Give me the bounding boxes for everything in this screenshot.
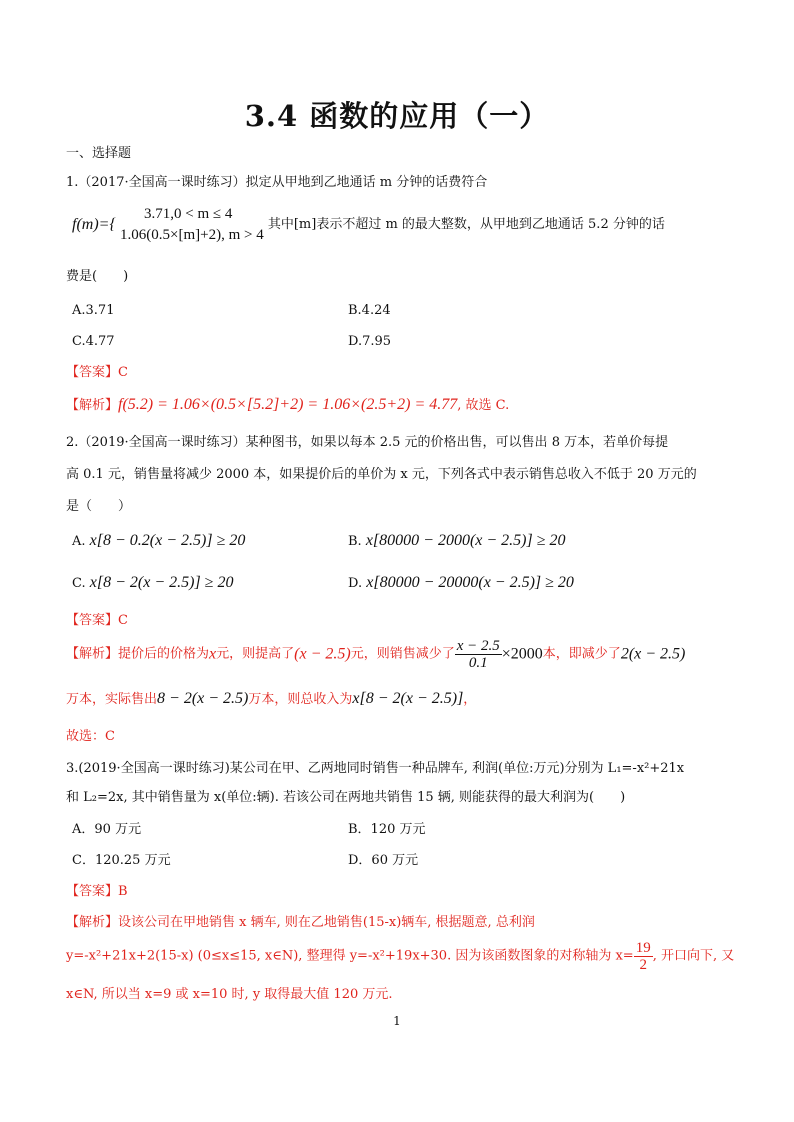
q1-answer-line xyxy=(66,364,128,382)
q2-analysis-text: ， xyxy=(463,692,477,707)
q2-analysis-fraction xyxy=(455,638,502,671)
q2-option-a-expr: x[8 − 0.2(x − 2.5)] ≥ 20 xyxy=(89,532,246,549)
analysis-label: 【解析】 xyxy=(66,398,119,413)
q1-function-lhs: f(m)={ xyxy=(72,216,116,233)
q2-analysis-text: 万本，则总收入为 xyxy=(248,692,353,707)
fraction-denominator: 0.1 xyxy=(468,655,488,671)
q2-analysis-text: 万本，实际售出 xyxy=(66,692,158,707)
page-title: 3.4 函数的应用（一） xyxy=(244,99,550,133)
q2-analysis-math: (x − 2.5) xyxy=(294,645,351,663)
q3-option-a: A．90 万元 xyxy=(72,822,142,837)
q1-option-d: D.7.95 xyxy=(348,334,392,349)
q3-analysis-text: , 开口向下, 又 xyxy=(652,948,735,964)
q3-analysis-line2 xyxy=(66,940,734,980)
q2-analysis-line3: 故选：C xyxy=(66,729,115,744)
q2-analysis-line2 xyxy=(66,690,476,709)
q2-analysis-line1 xyxy=(66,638,685,680)
q1-analysis-math: f(5.2) = 1.06×(0.5×[5.2]+2) = 1.06×(2.5+2) = 4.77 xyxy=(118,396,458,413)
q1-stem-end: 费是( ) xyxy=(66,269,129,284)
fraction-denominator: 2 xyxy=(639,957,647,973)
q3-analysis-line3: x∈N, 所以当 x=9 或 x=10 时, y 取得最大值 120 万元. xyxy=(66,987,393,1002)
q1-piecewise-line xyxy=(72,204,665,250)
q3-analysis-text: 设该公司在甲地销售 x 辆车, 则在乙地销售(15-x)辆车, 根据题意, 总利润 xyxy=(118,915,535,930)
page-number: 1 xyxy=(393,1014,401,1028)
q2-analysis-math: ×2000 xyxy=(501,645,543,663)
q2-option-a-label: A. xyxy=(72,534,86,549)
q1-analysis-line xyxy=(66,396,509,415)
q2-option-c-label: C. xyxy=(72,576,86,591)
q2-stem-line2: 高 0.1 元，销售量将减少 2000 本，如果提价后的单价为 x 元，下列各式中表示销售总收入不低于 20 万元的 xyxy=(66,467,697,482)
q2-option-c-expr: x[8 − 2(x − 2.5)] ≥ 20 xyxy=(89,574,234,591)
q1-stem-mid: 其中[m]表示不超过 m 的最大整数，从甲地到乙地通话 5.2 分钟的话 xyxy=(267,217,665,232)
q2-option-d xyxy=(348,574,574,593)
q2-analysis-math: 2(x − 2.5) xyxy=(620,645,686,663)
q2-option-b xyxy=(348,532,566,551)
q2-analysis-text: 元，则销售减少了 xyxy=(350,646,455,662)
q1-stem-line1: 1.（2017·全国高一课时练习）拟定从甲地到乙地通话 m 分钟的话费符合 xyxy=(66,175,488,190)
q3-option-d: D．60 万元 xyxy=(348,853,419,868)
q2-stem-line3: 是（ ） xyxy=(66,499,132,514)
q2-option-b-expr: x[80000 − 2000(x − 2.5)] ≥ 20 xyxy=(365,532,566,549)
q2-analysis-math: 8 − 2(x − 2.5) xyxy=(157,690,249,707)
q3-option-c: C．120.25 万元 xyxy=(72,853,171,868)
fraction-numerator: x − 2.5 xyxy=(456,638,500,654)
q1-answer: C xyxy=(118,365,128,380)
answer-label: 【答案】 xyxy=(66,365,119,380)
q2-option-c xyxy=(72,574,233,593)
q3-option-b: B．120 万元 xyxy=(348,822,426,837)
q2-analysis-text: 本，即减少了 xyxy=(542,646,621,662)
q1-cases xyxy=(120,204,264,246)
q1-case-1: 3.71,0 < m ≤ 4 xyxy=(144,206,233,222)
q1-case-2: 1.06(0.5×[m]+2), m > 4 xyxy=(120,227,264,243)
q3-answer: B xyxy=(118,884,128,899)
answer-label: 【答案】 xyxy=(66,884,119,899)
q1-analysis-end: , 故选 C. xyxy=(457,398,510,413)
q2-option-d-expr: x[80000 − 20000(x − 2.5)] ≥ 20 xyxy=(366,574,574,591)
q3-analysis-fraction xyxy=(634,940,653,973)
answer-label: 【答案】 xyxy=(66,613,119,628)
analysis-label: 【解析】 xyxy=(66,915,119,930)
q2-stem-line1: 2.（2019·全国高一课时练习）某种图书，如果以每本 2.5 元的价格出售，可以售出 8 万本，若单价每提 xyxy=(66,435,669,450)
q1-option-b: B.4.24 xyxy=(348,303,391,318)
q2-analysis-math: x[8 − 2(x − 2.5)] xyxy=(352,690,464,707)
q3-stem-line2: 和 L₂=2x, 其中销售量为 x(单位:辆). 若该公司在两地共销售 15 辆, 则能获得的最大利润为( ) xyxy=(66,790,626,805)
q2-option-b-label: B. xyxy=(348,534,362,549)
fraction-numerator: 19 xyxy=(635,940,651,956)
q2-analysis-text: 元，则提高了 xyxy=(216,646,295,662)
q1-option-c: C.4.77 xyxy=(72,334,115,349)
q2-answer: C xyxy=(118,613,128,628)
q3-analysis-text: y=-x²+21x+2(15-x) (0≤x≤15, x∈N), 整理得 y=-x²+19x+30. 因为该函数图象的对称轴为 x= xyxy=(66,948,634,964)
q3-answer-line xyxy=(66,883,128,901)
q2-analysis-text: 提价后的价格为 xyxy=(118,646,210,662)
q2-answer-line xyxy=(66,612,128,630)
q2-analysis-var-x: x xyxy=(209,645,217,663)
q2-option-d-label: D. xyxy=(348,576,363,591)
q3-analysis-line1 xyxy=(66,914,535,932)
q3-stem-line1: 3.(2019·全国高一课时练习)某公司在甲、乙两地同时销售一种品牌车, 利润(单位:万元)分别为 L₁=-x²+21x xyxy=(66,761,685,776)
section-heading: 一、选择题 xyxy=(66,146,132,161)
q2-option-a xyxy=(72,532,245,551)
analysis-label: 【解析】 xyxy=(66,646,119,662)
q1-option-a: A.3.71 xyxy=(72,303,115,318)
